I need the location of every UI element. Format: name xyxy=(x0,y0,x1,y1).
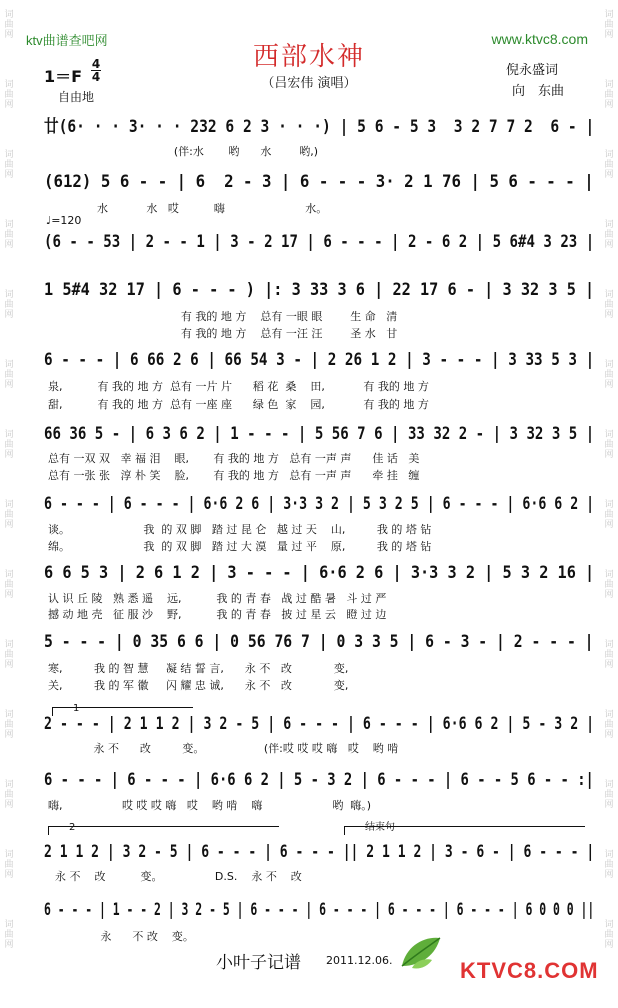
notation-line: 6 - - - | 6 66 2 6 | 66 54 3 - | 2 26 1 2 | 3 - - - | 3 33 5 3 | xyxy=(44,350,595,370)
watermark-text: 词曲网 xyxy=(604,80,614,110)
lyric-line: 水 水 哎 嗨 水。 xyxy=(48,202,328,215)
notation-line: 5 - - - | 0 35 6 6 | 0 56 76 7 | 0 3 3 5 | 6 - 3 - | 2 - - - | xyxy=(44,632,594,652)
watermark-text: 词曲网 xyxy=(604,360,614,390)
lyric-line: 永 不 改 变。 xyxy=(48,930,194,943)
site-name-link[interactable]: ktv曲谱查吧网 xyxy=(26,33,108,48)
notation-line: 66 36 5 - | 6 3 6 2 | 1 - - - | 5 56 7 6 | 33 32 2 - | 3 32 3 5 | xyxy=(44,424,595,444)
notation-line: (6 - - 53 | 2 - - 1 | 3 - 2 17 | 6 - - - | 2 - 6 2 | 5 6#4 3 23 | xyxy=(44,232,595,252)
lyric-line: 总有 一张 张 淳 朴 笑 脸, 有 我的 地 方 总有 一声 声 牵 挂 缠 xyxy=(48,469,420,482)
composer-credit: 向 东曲 xyxy=(512,84,565,99)
lyric-line: 泉, 有 我的 地 方 总有 一片 片 稻 花 桑 田, 有 我的 地 方 xyxy=(48,380,429,393)
watermark-text: 词曲网 xyxy=(604,220,614,250)
watermark-text: 词曲网 xyxy=(4,10,14,40)
site-url-link[interactable]: www.ktvc8.com xyxy=(491,31,588,47)
watermark-text: 词曲网 xyxy=(4,150,14,180)
notation-line: 6 6 5 3 | 2 6 1 2 | 3 - - - | 6·6 2 6 | 3·3 3 2 | 5 3 2 16 | xyxy=(44,563,595,583)
lyric-line: 总有 一双 双 幸 福 泪 眼, 有 我的 地 方 总有 一声 声 佳 话 美 xyxy=(48,452,420,465)
watermark-text: 词曲网 xyxy=(4,360,14,390)
notation-line: 2 - - - | 2 1 1 2 | 3 2 - 5 | 6 - - - | 6 - - - | 6·6 6 2 | 5 - 3 2 | xyxy=(44,714,595,734)
lyric-line: 嗨, 哎 哎 哎 嗨 哎 哟 啃 嗨 哟 嗨。) xyxy=(48,799,372,812)
watermark-text: 词曲网 xyxy=(604,920,614,950)
notation-line: 6 - - - | 6 - - - | 6·6 6 2 | 5 - 3 2 | 6 - - - | 6 - - 5 6 - - :| xyxy=(44,770,594,790)
lyric-line: 寒, 我 的 智 慧 凝 结 誓 言, 永 不 改 变, xyxy=(48,662,349,675)
watermark-text: 词曲网 xyxy=(604,710,614,740)
watermark-text: 词曲网 xyxy=(604,10,614,40)
lyric-line: 关, 我 的 军 徽 闪 耀 忠 诚, 永 不 改 变, xyxy=(48,679,349,692)
watermark-text: 词曲网 xyxy=(4,850,14,880)
lyric-line: (伴:水 哟 水 哟,) xyxy=(48,145,319,158)
lyric-line: 撼 动 地 壳 征 服 沙 野, 我 的 青 春 披 过 星 云 瞪 过 边 xyxy=(48,608,387,621)
watermark-text: 词曲网 xyxy=(604,150,614,180)
lyric-line: 永 不 改 变。 D.S. 永 不 改 xyxy=(48,870,302,883)
watermark-text: 词曲网 xyxy=(4,640,14,670)
lyric-line: 永 不 改 变。 (伴:哎 哎 哎 嗨 哎 哟 啃 xyxy=(48,742,399,755)
notation-line: 6 - - - | 1 - - 2 | 3 2 - 5 | 6 - - - | 6 - - - | 6 - - - | 6 - - - | 6 0 0 0 || xyxy=(44,900,595,920)
right-watermark-column xyxy=(600,0,618,1008)
watermark-text: 词曲网 xyxy=(4,710,14,740)
watermark-text: 词曲网 xyxy=(604,430,614,460)
watermark-text: 词曲网 xyxy=(604,290,614,320)
lyric-line: 甜, 有 我的 地 方 总有 一座 座 绿 色 家 园, 有 我的 地 方 xyxy=(48,398,429,411)
watermark-text: 词曲网 xyxy=(4,570,14,600)
lyric-line: 有 我的 地 方 总有 一汪 汪 圣 水 甘 xyxy=(48,327,398,340)
notation-line: 2 1 1 2 | 3 2 - 5 | 6 - - - | 6 - - - || 2 1 1 2 | 3 - 6 - | 6 - - - | xyxy=(44,842,595,862)
volta-number: 2 xyxy=(69,822,76,833)
tempo-marking: 自由地 xyxy=(58,90,95,104)
notation-line: 1 5#4 32 17 | 6 - - - ) |: 3 33 3 6 | 22 17 6 - | 3 32 3 5 | xyxy=(44,280,595,300)
notation-line: 6 - - - | 6 - - - | 6·6 2 6 | 3·3 3 2 | 5 3 2 5 | 6 - - - | 6·6 6 2 | xyxy=(44,494,595,514)
lyric-line: 认 识 丘 陵 熟 悉 遥 远, 我 的 青 春 战 过 酷 暑 斗 过 严 xyxy=(48,592,387,605)
watermark-text: 词曲网 xyxy=(4,80,14,110)
lyricist-credit: 倪永盛词 xyxy=(506,63,559,78)
watermark-text: 词曲网 xyxy=(4,290,14,320)
singer-credit: （吕宏伟 演唱） xyxy=(261,76,357,91)
watermark-text: 词曲网 xyxy=(4,500,14,530)
ending-bracket xyxy=(344,822,585,835)
time-signature xyxy=(90,58,102,83)
watermark-text: 词曲网 xyxy=(4,780,14,810)
watermark-text: 词曲网 xyxy=(604,780,614,810)
bpm-marking: ♩=120 xyxy=(46,214,82,227)
watermark-text: 词曲网 xyxy=(4,920,14,950)
transcription-date: 2011.12.06. xyxy=(326,954,393,967)
watermark-text: 词曲网 xyxy=(604,500,614,530)
ending-label: 结束句 xyxy=(365,822,395,833)
lyric-line: 谈。 我 的 双 脚 踏 过 昆 仑 越 过 天 山, 我 的 塔 钻 xyxy=(48,523,432,536)
notation-line: 廿(6· · · 3· · · 232 6 2 3 · · ·) | 5 6 - 5 3 3 2 7 7 2 6 - | xyxy=(44,117,595,137)
time-signature-top: 4 xyxy=(91,57,101,71)
volta-number: 1 xyxy=(73,703,80,714)
watermark-text: 词曲网 xyxy=(604,850,614,880)
time-signature-bottom: 4 xyxy=(91,70,101,84)
watermark-text: 词曲网 xyxy=(604,570,614,600)
lyric-line: 有 我的 地 方 总有 一眼 眼 生 命 清 xyxy=(48,310,398,323)
left-watermark-column xyxy=(0,0,18,1008)
watermark-text: 词曲网 xyxy=(4,430,14,460)
brand-logo[interactable]: KTVC8.COM xyxy=(460,958,599,983)
leaf-logo-icon xyxy=(398,932,444,972)
key-signature: 1＝F xyxy=(44,67,83,86)
watermark-text: 词曲网 xyxy=(604,640,614,670)
song-title: 西部水神 xyxy=(252,42,365,72)
watermark-text: 词曲网 xyxy=(4,220,14,250)
notation-line: (612) 5 6 - - | 6 2 - 3 | 6 - - - 3· 2 1 76 | 5 6 - - - | xyxy=(44,172,594,192)
volta-bracket-2 xyxy=(48,822,279,835)
lyric-line: 绵。 我 的 双 脚 踏 过 大 漠 量 过 平 原, 我 的 塔 钻 xyxy=(48,540,432,553)
transcriber-signature: 小叶子记谱 xyxy=(216,953,301,973)
